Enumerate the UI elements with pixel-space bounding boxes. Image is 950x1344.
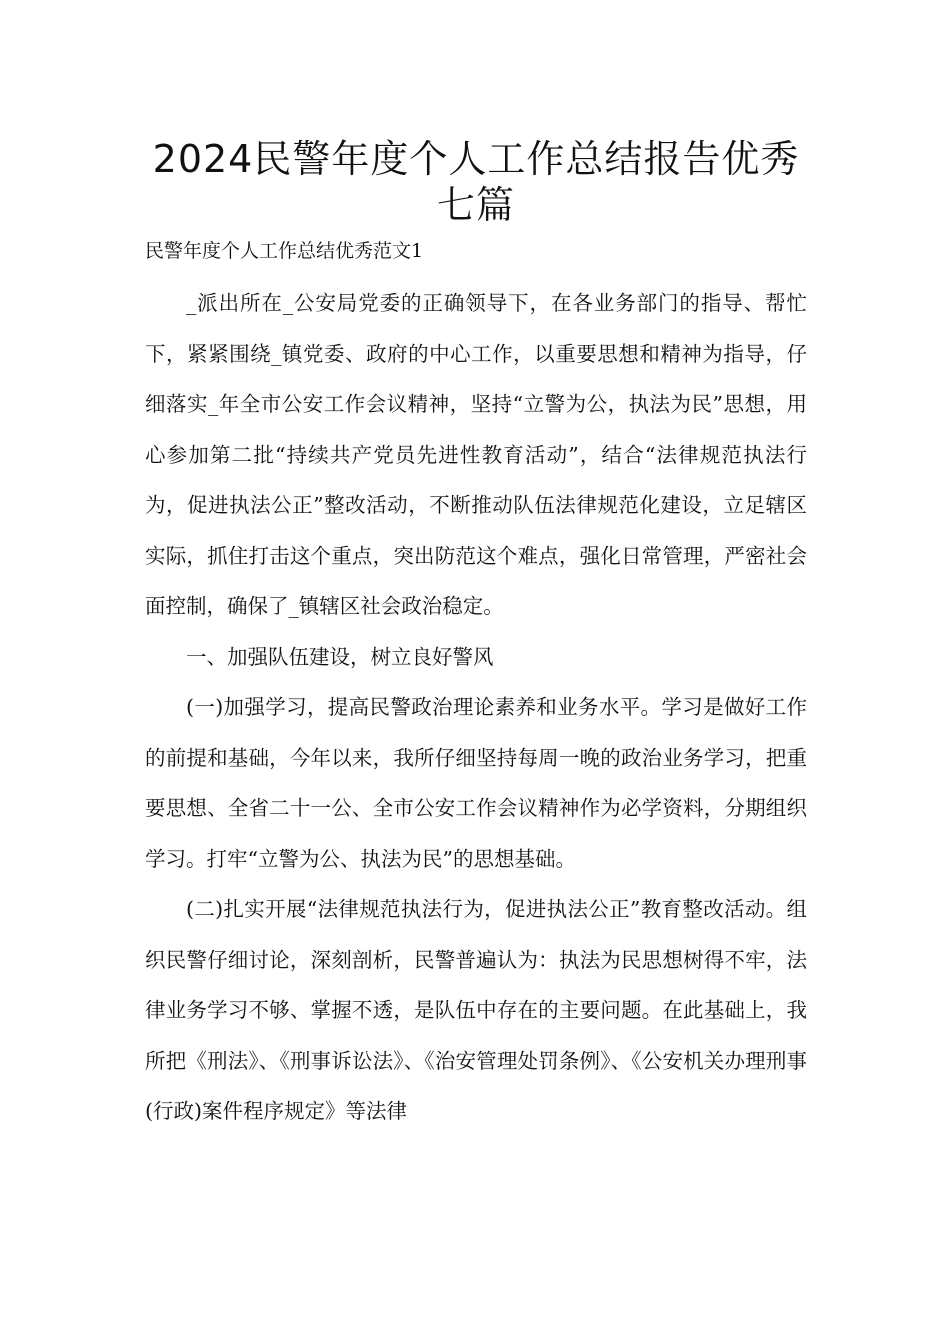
paragraph-study: (一)加强学习，提高民警政治理论素养和业务水平。学习是做好工作的前提和基础，今年以来，我所仔细坚持每周一晚的政治业务学习，把重要思想、全省二十一公、全市公安工作会议精神作为必学资料，分期组织学习。打牢“立警为公、执法为民”的思想基础。 <box>145 695 807 871</box>
paragraph-rectification: (二)扎实开展“法律规范执法行为，促进执法公正”教育整改活动。组织民警仔细讨论，深刻剖析，民警普遍认为：执法为民思想树得不牢，法律业务学习不够、掌握不透，是队伍中存在的主要问题。在此基础上，我所把《刑法》、《刑事诉讼法》、《治安管理处罚条例》、《公安机关办理刑事(行政)案件程序规定》等法律 <box>145 897 807 1123</box>
paragraph-intro: _派出所在_公安局党委的正确领导下，在各业务部门的指导、帮忙下，紧紧围绕_镇党委、政府的中心工作，以重要思想和精神为指导，仔细落实_年全市公安工作会议精神，坚持“立警为公，执法为民”思想，用心参加第二批“持续共产党员先进性教育活动”，结合“法律规范执法行为，促进执法公正”整改活动，不断推动队伍法律规范化建设，立足辖区实际，抓住打击这个重点，突出防范这个难点，强化日常管理，严密社会面控制，确保了_镇辖区社会政治稳定。 <box>145 291 807 618</box>
document-title: 2024民警年度个人工作总结报告优秀七篇 <box>152 137 800 227</box>
document-page <box>145 118 807 1137</box>
section-heading-1: 一、加强队伍建设，树立良好警风 <box>186 644 494 669</box>
document-subtitle: 民警年度个人工作总结优秀范文1 <box>145 240 424 262</box>
